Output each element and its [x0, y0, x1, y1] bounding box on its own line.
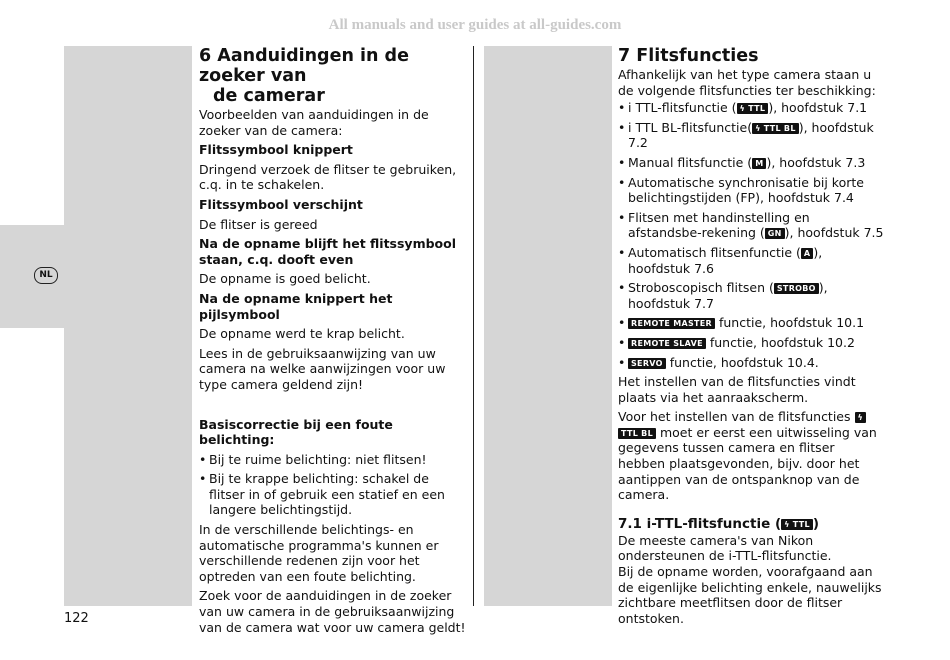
section-6-title-line1: 6 Aanduidingen in de zoeker van [199, 46, 409, 86]
servo-badge-icon: SERVO [628, 358, 666, 369]
item-text: functie, hoofdstuk 10.1 [715, 315, 865, 331]
right-margin-band [484, 46, 612, 606]
item-text: functie, hoofdstuk 10.2 [705, 334, 855, 350]
auto-badge-icon: A [801, 248, 814, 259]
title-text: ) [812, 515, 820, 532]
item-heading: Na de opname blijft het flitssymbool staan, c.q. dooft even [199, 236, 457, 267]
note-text: moet er eerst een uitwisseling van gegevens tussen camera en flitser hebben plaatsgevonden, bijv. door het aantippen van de ontspanknop van de camera. [618, 424, 877, 503]
language-badge: NL [34, 267, 58, 284]
ittl-bl-badge-icon: ϟ TTL BL [752, 123, 799, 134]
section-7-title: 7 Flitsfuncties [618, 46, 759, 66]
list-item: • Automatische synchronisatie bij korte belichtingstijden (FP), hoofdstuk 7.4 [618, 175, 884, 206]
item-heading: Flitssymbool verschijnt [199, 196, 363, 212]
basis-list [199, 452, 467, 518]
flash-badge-icon: ϟ [855, 412, 867, 423]
manual-badge-icon: M [752, 158, 766, 169]
basis-heading: Basiscorrectie bij een foute belichting: [199, 416, 393, 448]
item-text: Stroboscopisch flitsen ( [628, 280, 774, 296]
item-text: Dringend verzoek de flitser te gebruiken, c.q. in te schakelen. [199, 161, 457, 193]
left-para2: Zoek voor de aanduidingen in de zoeker van uw camera in de gebruiksaanwijzing van de camera wat voor uw camera geldt! [199, 588, 466, 635]
item-text: De opname is goed belicht. [199, 271, 371, 287]
ittl-badge-icon: ϟ TTL [781, 519, 813, 530]
section-7-1-title [618, 515, 884, 533]
right-column [618, 46, 884, 630]
list-item [618, 355, 884, 371]
left-note: Lees in de gebruiksaanwijzing van uw camera na welke aanwijzingen voor uw type camera geldend zijn! [199, 345, 446, 392]
item-text: functie, hoofdstuk 10.4. [665, 354, 819, 370]
item-text: ), hoofdstuk 7.2 [628, 119, 874, 151]
list-item: • Bij te ruime belichting: niet flitsen! [199, 452, 467, 468]
item-text: ), hoofdstuk 7.6 [628, 244, 823, 276]
page-number: 122 [64, 611, 89, 626]
item-text: De opname werd te krap belicht. [199, 326, 405, 342]
list-item [618, 120, 884, 151]
item-text: ), hoofdstuk 7.1 [768, 100, 868, 116]
section-6-title [199, 46, 467, 106]
sub-para1: De meeste camera's van Nikon ondersteunen de i-TTL-flitsfunctie. [618, 532, 832, 564]
note-text: Voor het instellen van de flitsfuncties [618, 409, 851, 425]
item-heading: Na de opname knippert het pijlsymbool [199, 290, 393, 322]
remote-slave-badge-icon: REMOTE SLAVE [628, 338, 706, 349]
flash-function-list [618, 100, 884, 370]
left-margin-band [64, 46, 192, 606]
section-6-title-line2: de camerar [213, 86, 325, 106]
list-item [618, 155, 884, 171]
ttlbl-note [618, 409, 884, 503]
remote-master-badge-icon: REMOTE MASTER [628, 318, 715, 329]
item-text: Flitsen met handinstelling en afstandsbe-rekening ( [628, 209, 810, 241]
left-column [199, 46, 467, 639]
column-divider [473, 46, 474, 606]
sub-para2: Bij de opname worden, voorafgaand aan de eigenlijke belichting enkele, nauwelijks zichtbare meetflitsen door de flitser ontstoken. [618, 564, 882, 626]
list-item [618, 100, 884, 116]
gn-badge-icon: GN [765, 228, 785, 239]
item-text: ), hoofdstuk 7.5 [784, 225, 884, 241]
list-item [618, 245, 884, 276]
item-text: Automatisch flitsenfunctie ( [628, 244, 801, 260]
item-text: ), hoofdstuk 7.3 [766, 154, 866, 170]
item-text: De flitser is gereed [199, 216, 318, 232]
left-intro: Voorbeelden van aanduidingen in de zoeker van de camera: [199, 107, 429, 138]
item-text: i TTL BL-flitsfunctie( [628, 119, 753, 135]
list-item [618, 335, 884, 351]
touch-note: Het instellen van de flitsfuncties vindt plaats via het aanraakscherm. [618, 374, 856, 405]
strobo-badge-icon: STROBO [774, 283, 819, 294]
watermark: All manuals and user guides at all-guides.com [328, 17, 622, 33]
list-item [618, 315, 884, 331]
right-intro: Afhankelijk van het type camera staan u de volgende flitsfuncties ter beschikking: [618, 67, 876, 98]
item-text: i TTL-flitsfunctie ( [628, 100, 737, 116]
item-text: ), hoofdstuk 7.7 [628, 280, 828, 311]
list-item: • Bij te krappe belichting: schakel de flitser in of gebruik een statief en een langere belichtingstijd. [199, 471, 467, 518]
item-text: Manual flitsfunctie ( [628, 154, 753, 170]
item-heading: Flitssymbool knippert [199, 142, 353, 158]
list-item [618, 280, 884, 311]
list-item [618, 210, 884, 241]
ttl-bl-badge-icon: TTL BL [618, 428, 656, 439]
left-para1: In de verschillende belichtings- en automatische programma's kunnen er verschillende redenen zijn voor het optreden van een foute belichting. [199, 522, 439, 584]
title-text: 7.1 i-TTL-flitsfunctie ( [618, 515, 782, 532]
ittl-badge-icon: ϟ TTL [737, 103, 769, 114]
